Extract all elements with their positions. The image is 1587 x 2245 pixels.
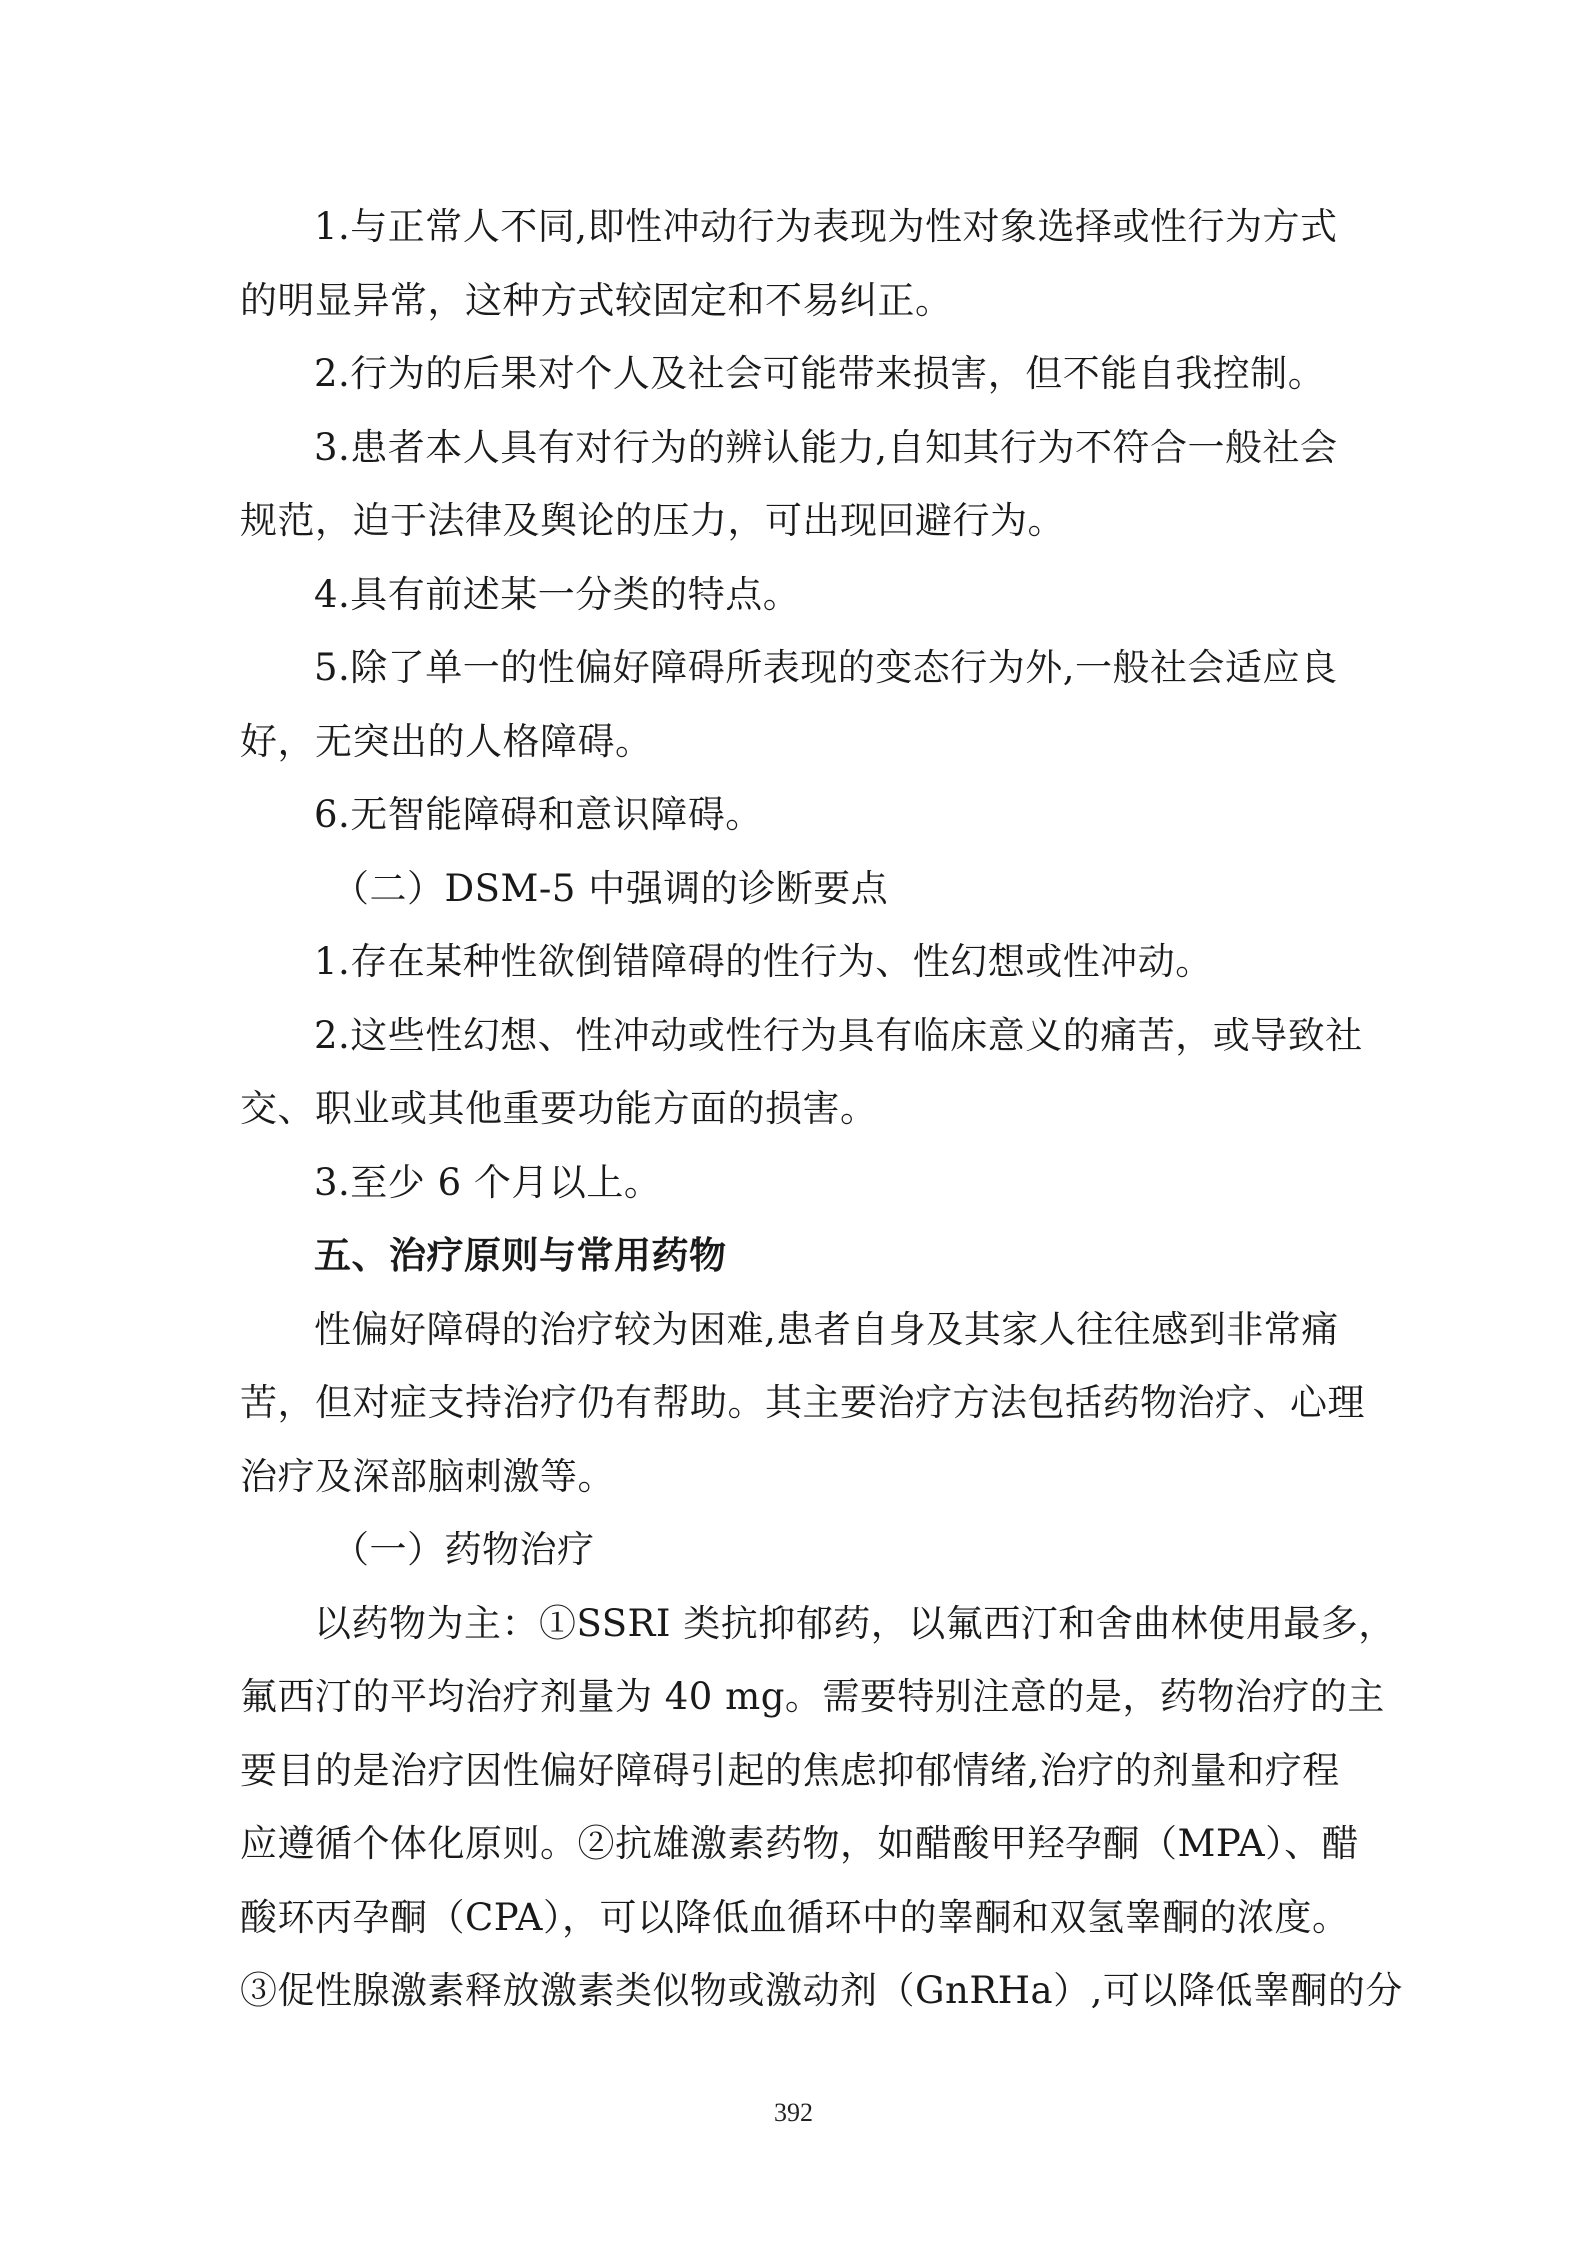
text-line: 酸环丙孕酮（CPA），可以降低血循环中的睾酮和双氢睾酮的浓度。 xyxy=(240,1895,1350,1939)
text-line: 要目的是治疗因性偏好障碍引起的焦虑抑郁情绪,治疗的剂量和疗程 xyxy=(240,1748,1340,1792)
text-line: 6.无智能障碍和意识障碍。 xyxy=(314,793,763,836)
text-line: 应遵循个体化原则。②抗雄激素药物，如醋酸甲羟孕酮（MPA）、醋 xyxy=(240,1822,1360,1865)
text-line: 3.至少 6 个月以上。 xyxy=(314,1160,662,1204)
text-line: 1.与正常人不同,即性冲动行为表现为性对象选择或性行为方式 xyxy=(314,205,1338,248)
text-line: 2.行为的后果对个人及社会可能带来损害，但不能自我控制。 xyxy=(314,352,1326,395)
text-line: 性偏好障碍的治疗较为困难,患者自身及其家人往往感到非常痛 xyxy=(314,1307,1339,1351)
text-line: 3.患者本人具有对行为的辨认能力,自知其行为不符合一般社会 xyxy=(314,425,1338,469)
text-line: 以药物为主：①SSRI 类抗抑郁药，以氟西汀和舍曲林使用最多， xyxy=(314,1601,1396,1645)
section-heading: 五、治疗原则与常用药物 xyxy=(314,1234,727,1277)
subsection-heading: （二）DSM-5 中强调的诊断要点 xyxy=(332,866,889,910)
text-line: 2.这些性幻想、性冲动或性行为具有临床意义的痛苦，或导致社 xyxy=(314,1013,1363,1057)
text-line: ③促性腺激素释放激素类似物或激动剂（GnRHa）,可以降低睾酮的分 xyxy=(240,1969,1403,2012)
page-number: 392 xyxy=(774,2098,813,2127)
text-line: 4.具有前述某一分类的特点。 xyxy=(314,572,801,616)
text-line: 5.除了单一的性偏好障碍所表现的变态行为外,一般社会适应良 xyxy=(314,646,1338,689)
text-line: 交、职业或其他重要功能方面的损害。 xyxy=(240,1087,878,1130)
subsection-heading: （一）药物治疗 xyxy=(332,1528,595,1571)
text-line: 好，无突出的人格障碍。 xyxy=(240,719,653,763)
document-body xyxy=(240,190,1403,2028)
text-line: 氟西汀的平均治疗剂量为 40 mg。需要特别注意的是，药物治疗的主 xyxy=(240,1675,1385,1718)
text-line: 规范，迫于法律及舆论的压力，可出现回避行为。 xyxy=(240,499,1065,542)
text-line: 1.存在某种性欲倒错障碍的性行为、性幻想或性冲动。 xyxy=(314,940,1213,983)
text-line: 治疗及深部脑刺激等。 xyxy=(240,1454,615,1498)
text-line: 的明显异常，这种方式较固定和不易纠正。 xyxy=(240,278,953,322)
text-line: 苦，但对症支持治疗仍有帮助。其主要治疗方法包括药物治疗、心理 xyxy=(240,1381,1365,1424)
